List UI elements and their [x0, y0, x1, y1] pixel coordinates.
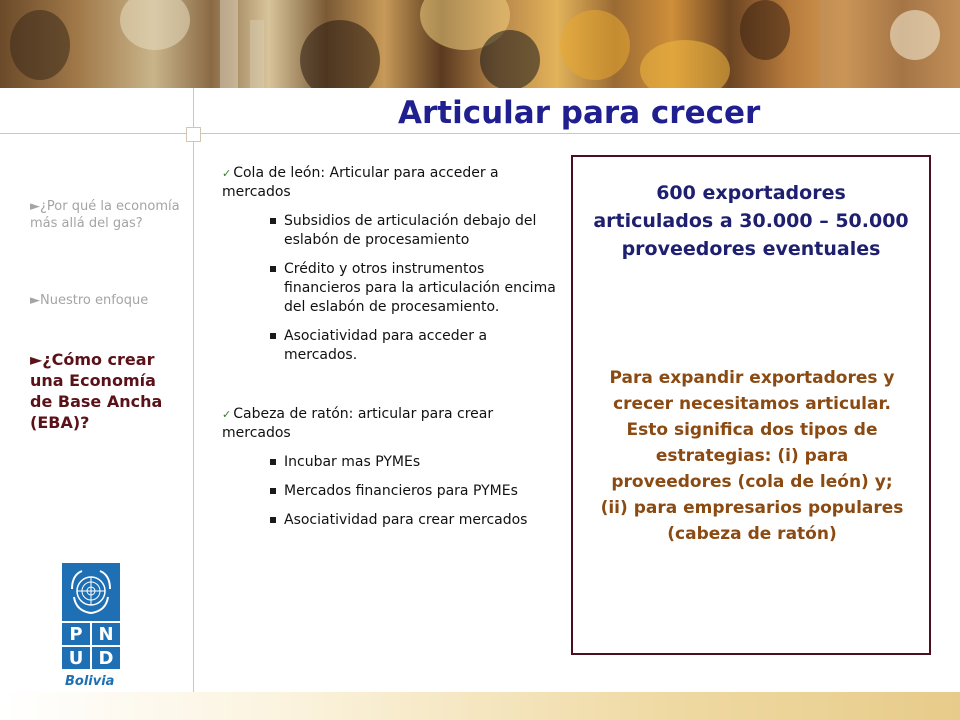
check-icon: ✓: [222, 167, 232, 180]
logo-country-label: Bolivia: [65, 674, 115, 689]
square-bullet-icon: [270, 459, 276, 465]
list-item: [270, 453, 557, 472]
square-bullet-icon: [270, 266, 276, 272]
logo-letter: P: [62, 623, 90, 645]
box-headline: 600 exportadores articulados a 30.000 – 50.000 proveedores eventuales: [593, 182, 909, 260]
logo-letter: D: [92, 647, 120, 669]
list-item-text: Asociatividad para crear mercados: [284, 512, 528, 528]
square-bullet-icon: [270, 517, 276, 523]
footer-gradient-bar: [0, 692, 960, 720]
square-bullet-icon: [270, 218, 276, 224]
nav-item-how-to-create-eba[interactable]: ►¿Cómo crear una Economía de Base Ancha (EBA)?: [30, 350, 163, 432]
list-item-text: Subsidios de articulación debajo del eslabón de procesamiento: [284, 213, 537, 248]
divider-corner-square: [186, 127, 201, 142]
square-bullet-icon: [270, 333, 276, 339]
box-body-text: Para expandir exportadores y crecer necesitamos articular. Esto significa dos tipos de estrategias: (i) para proveedores (cola de león) y; (ii) para empresarios populares (cabeza de ratón): [600, 368, 904, 544]
section2-heading: Cabeza de ratón: articular para crear mercados: [222, 406, 494, 441]
check-icon: ✓: [222, 408, 232, 421]
square-bullet-icon: [270, 488, 276, 494]
slide-title: Articular para crecer: [398, 95, 761, 131]
pnud-logo: [62, 563, 120, 668]
logo-letter: N: [92, 623, 120, 645]
content-list: [222, 164, 557, 530]
list-item: [222, 164, 557, 202]
vertical-divider: [193, 88, 194, 720]
horizontal-divider: [0, 133, 960, 134]
list-item-text: Incubar mas PYMEs: [284, 454, 421, 470]
nav-item-our-approach[interactable]: ►Nuestro enfoque: [30, 293, 149, 308]
header-banner-image: [0, 0, 960, 88]
list-item: [270, 327, 557, 365]
pnud-letters: [62, 623, 120, 669]
list-item: [270, 511, 557, 530]
list-item-text: Asociatividad para acceder a mercados.: [284, 328, 488, 363]
highlight-box: [571, 155, 931, 655]
list-item: [270, 212, 557, 250]
section1-heading: Cola de león: Articular para acceder a mercados: [222, 165, 499, 200]
nav-item-why-beyond-gas[interactable]: ►¿Por qué la economía más allá del gas?: [30, 199, 180, 231]
list-item-text: Crédito y otros instrumentos financieros para la articulación encima del eslabón de procesamiento.: [284, 261, 556, 315]
list-item: [222, 405, 557, 443]
list-item: [270, 482, 557, 501]
un-emblem-icon: [62, 563, 120, 621]
list-item: [270, 260, 557, 317]
list-item-text: Mercados financieros para PYMEs: [284, 483, 518, 499]
logo-letter: U: [62, 647, 90, 669]
